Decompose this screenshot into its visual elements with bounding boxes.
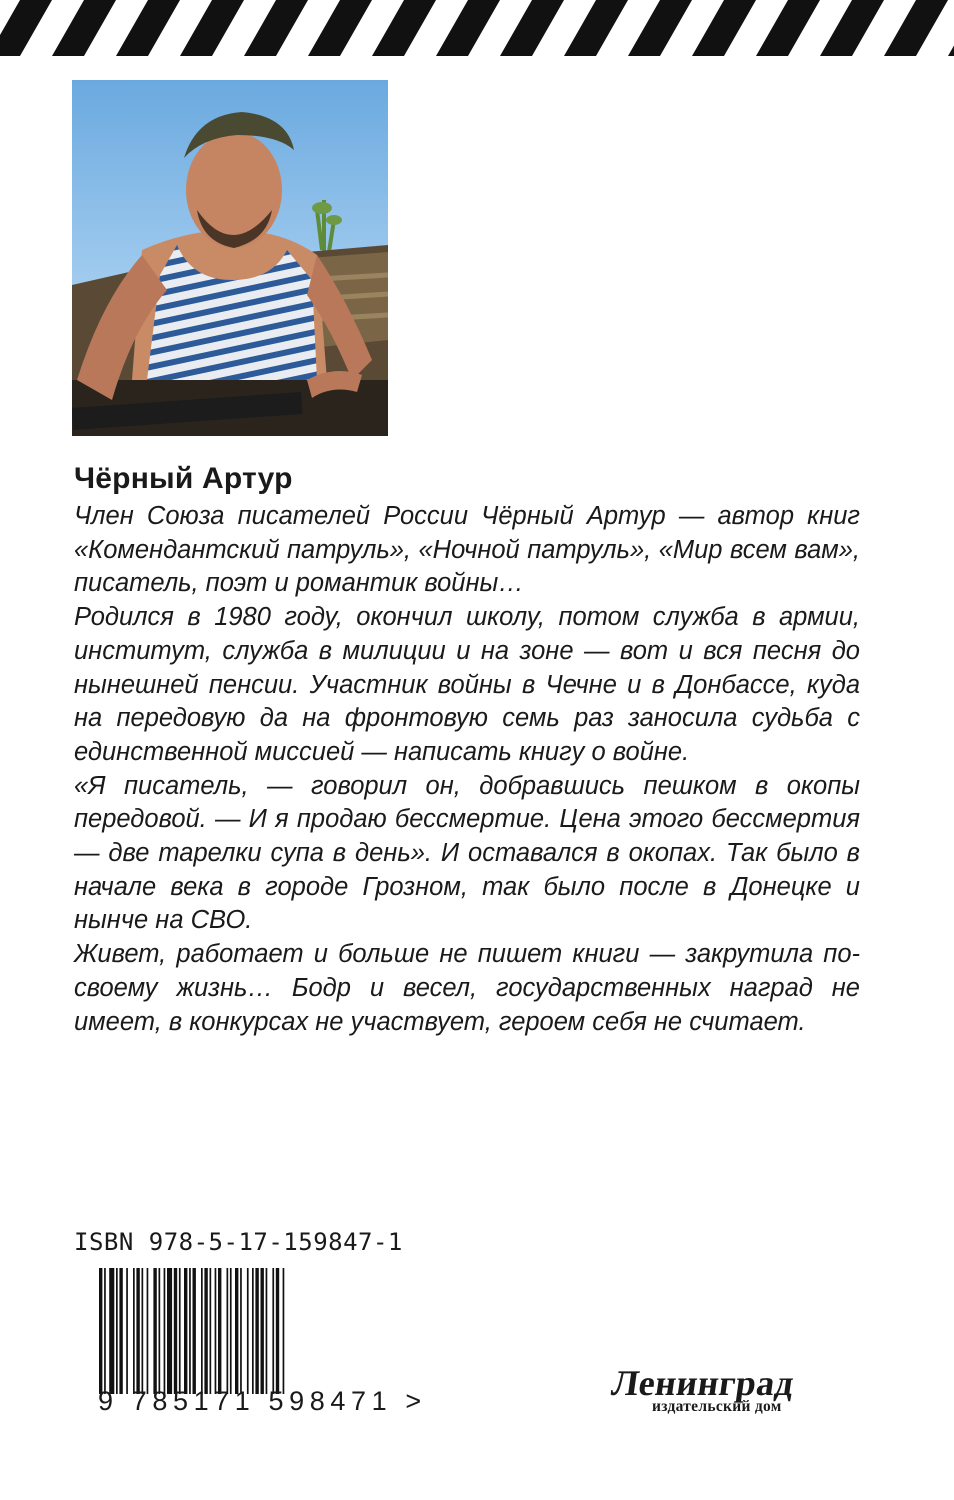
barcode-bar [255, 1268, 258, 1394]
publisher-logo [609, 1362, 862, 1430]
stripe-band [468, 0, 532, 56]
barcode-bar [230, 1268, 232, 1394]
barcode-bar [189, 1268, 191, 1394]
stripe-band [212, 0, 276, 56]
barcode-bar [201, 1268, 203, 1394]
barcode-bar [119, 1268, 122, 1394]
stripe-band [404, 0, 468, 56]
stripe-band [276, 0, 340, 56]
barcode-bar [167, 1268, 172, 1394]
barcode-bar [136, 1268, 139, 1394]
barcode-bar [153, 1268, 156, 1394]
barcode-bar [227, 1268, 229, 1394]
publisher-logo-sub: издательский дом [652, 1398, 782, 1415]
barcode-bar [204, 1268, 207, 1394]
clapperboard-stripe-icon [0, 0, 954, 56]
bio-paragraph: Член Союза писателей России Чёрный Артур — автор книг «Комендантский патруль», «Ночной патруль», «Мир всем вам», писатель, поэт и романтик войны… [74, 502, 860, 598]
stripe-band [20, 0, 84, 56]
stripe-band [660, 0, 724, 56]
author-bio [74, 500, 860, 1039]
barcode-bar [99, 1268, 102, 1394]
barcode-bar [247, 1268, 249, 1394]
barcode-bar [142, 1268, 144, 1394]
stripe-band [0, 0, 20, 56]
stripe-band [148, 0, 212, 56]
stripe-band [532, 0, 596, 56]
barcode-bar [261, 1268, 264, 1394]
stripe-band [916, 0, 954, 56]
barcode-icon [95, 1268, 357, 1399]
barcode-bar [240, 1268, 242, 1394]
stripe-band [788, 0, 852, 56]
barcode-bar [215, 1268, 217, 1394]
barcode-bar [210, 1268, 212, 1394]
barcode-bar [133, 1268, 135, 1394]
barcode-bar [276, 1268, 279, 1394]
stripe-band [852, 0, 916, 56]
isbn-label: ISBN 978-5-17-159847-1 [74, 1228, 403, 1256]
bio-paragraph: Родился в 1980 году, окончил школу, потом служба в армии, институт, служба в милиции и на зоне — вот и вся песня до нынешней пенсии. Участник войны в Чечне и в Донбассе, куда на передовую да на фронтовую семь раз заносила судьба с единственной миссией — написать книгу о войне. [74, 603, 860, 766]
barcode-bar [104, 1268, 106, 1394]
barcode-digits: 9 785171 598471 > [98, 1386, 427, 1416]
barcode-bar [159, 1268, 161, 1394]
bio-paragraph: Живет, работает и больше не пишет книги — закрутила по-своему жизнь… Бодр и весел, государственных наград не имеет, в конкурсах не участвует, героем себя не считает. [74, 940, 860, 1036]
stripe-band [84, 0, 148, 56]
barcode-bar [109, 1268, 114, 1394]
barcode-bar [174, 1268, 177, 1394]
barcode-bar [179, 1268, 181, 1394]
barcode-bar [126, 1268, 128, 1394]
barcode-bar [218, 1268, 221, 1394]
stripe-band [724, 0, 788, 56]
barcode-bar [266, 1268, 268, 1394]
bio-paragraph: «Я писатель, — говорил он, добравшись пешком в окопы передовой. — И я продаю бессмертие. Цена этого бессмертия — две тарелки супа в день». И оставался в окопах. Так было в начале века в городе Грозном, так было после в Донецке и нынче на СВО. [74, 771, 860, 935]
stripe-band [340, 0, 404, 56]
barcode-bar [116, 1268, 118, 1394]
author-photo [72, 80, 388, 436]
barcode-bar [147, 1268, 149, 1394]
publisher-logo-main: Ленинград [609, 1363, 797, 1403]
barcode-bar [283, 1268, 285, 1394]
barcode-bar [252, 1268, 254, 1394]
barcode-bar [184, 1268, 187, 1394]
author-name: Чёрный Артур [74, 462, 293, 495]
stripe-band [596, 0, 660, 56]
barcode-bar [164, 1268, 166, 1394]
barcode-bar [193, 1268, 196, 1394]
barcode-bar [272, 1268, 274, 1394]
barcode-bar [235, 1268, 238, 1394]
